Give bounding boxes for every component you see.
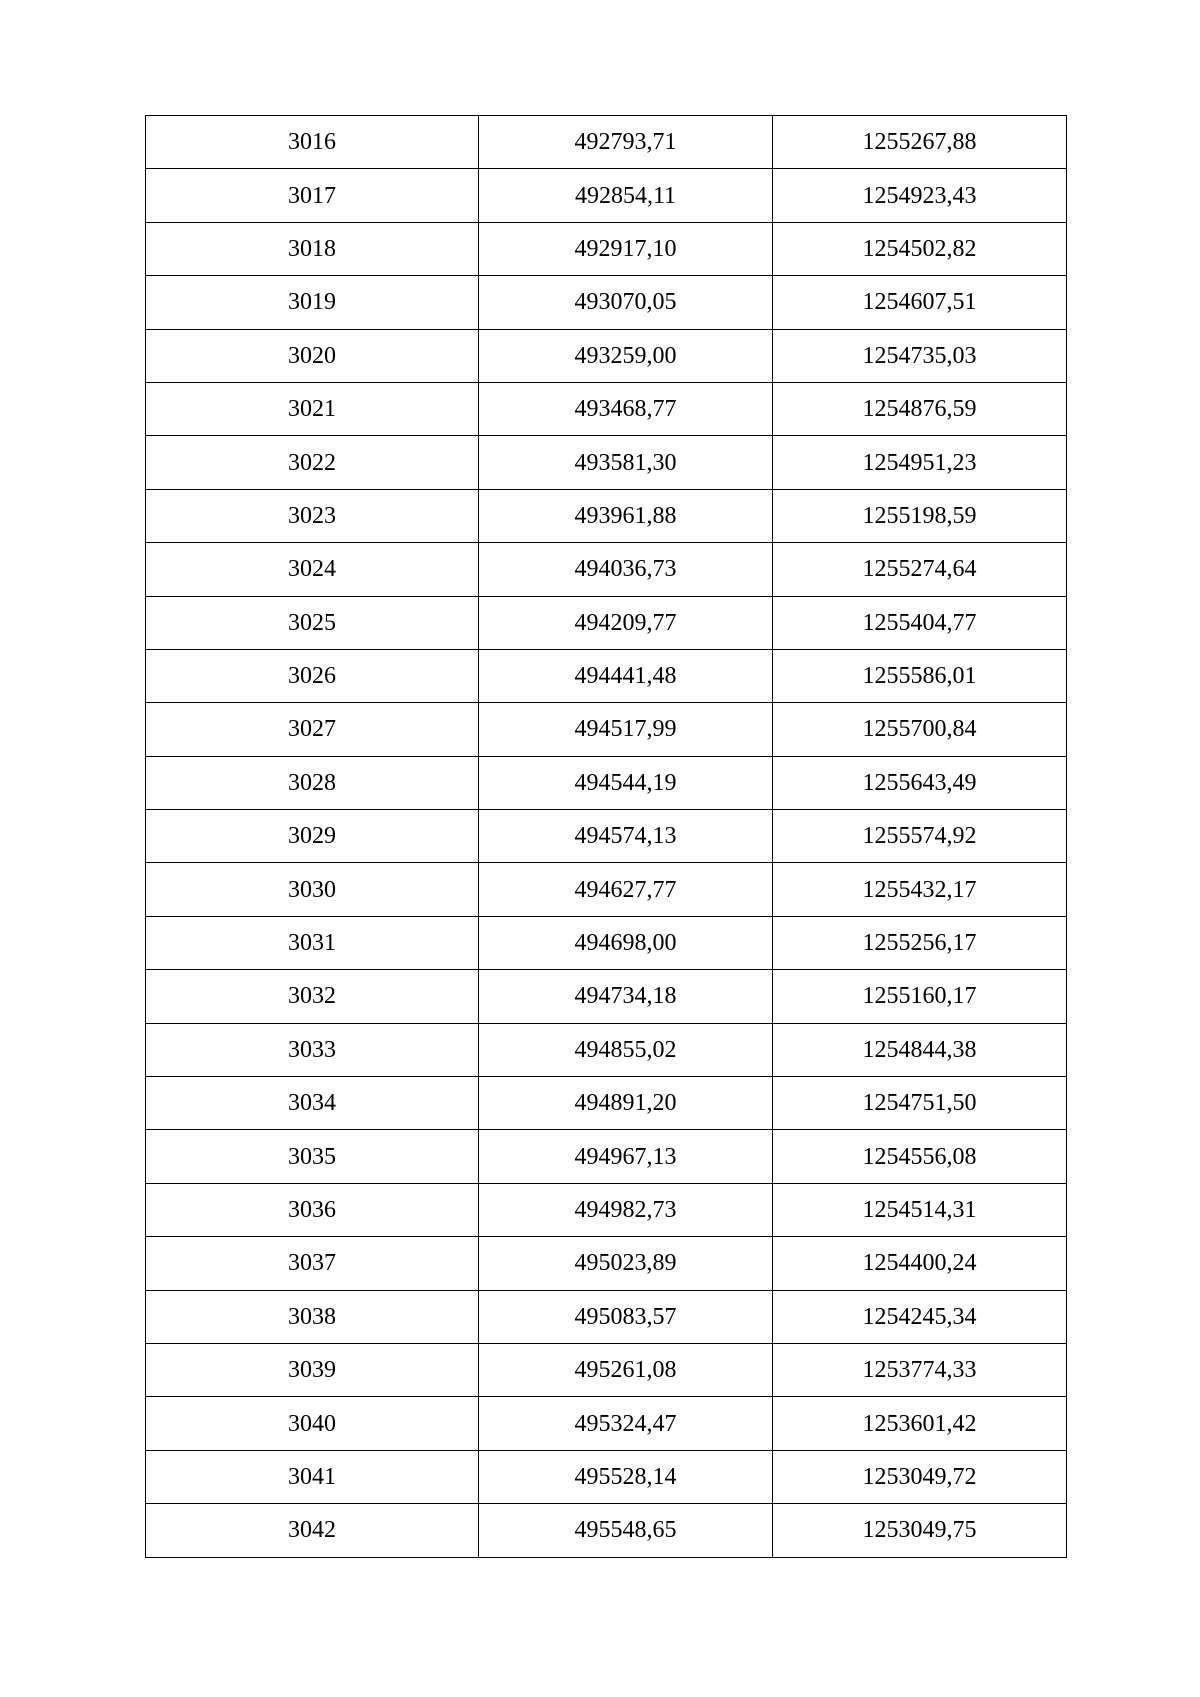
- x-coordinate-cell: 495261,08: [479, 1343, 773, 1396]
- table-row: [146, 1237, 1067, 1290]
- point-number-cell: 3028: [146, 756, 479, 809]
- x-coordinate-cell: 494627,77: [479, 863, 773, 916]
- point-number-cell: 3027: [146, 703, 479, 756]
- x-coordinate-cell: 495548,65: [479, 1504, 773, 1557]
- point-number-cell: 3040: [146, 1397, 479, 1450]
- x-coordinate-cell: 495324,47: [479, 1397, 773, 1450]
- x-coordinate-cell: 495023,89: [479, 1237, 773, 1290]
- point-number-cell: 3029: [146, 810, 479, 863]
- y-coordinate-cell: 1254556,08: [773, 1130, 1067, 1183]
- x-coordinate-cell: 493070,05: [479, 276, 773, 329]
- point-number-cell: 3035: [146, 1130, 479, 1183]
- table-row: [146, 543, 1067, 596]
- table-row: [146, 1077, 1067, 1130]
- x-coordinate-cell: 494967,13: [479, 1130, 773, 1183]
- point-number-cell: 3037: [146, 1237, 479, 1290]
- x-coordinate-cell: 494544,19: [479, 756, 773, 809]
- x-coordinate-cell: 492917,10: [479, 222, 773, 275]
- table-row: [146, 703, 1067, 756]
- point-number-cell: 3017: [146, 169, 479, 222]
- y-coordinate-cell: 1254245,34: [773, 1290, 1067, 1343]
- y-coordinate-cell: 1254876,59: [773, 382, 1067, 435]
- table-row: [146, 1183, 1067, 1236]
- point-number-cell: 3025: [146, 596, 479, 649]
- point-number-cell: 3038: [146, 1290, 479, 1343]
- table-row: [146, 970, 1067, 1023]
- point-number-cell: 3030: [146, 863, 479, 916]
- y-coordinate-cell: 1254844,38: [773, 1023, 1067, 1076]
- x-coordinate-cell: 493468,77: [479, 382, 773, 435]
- point-number-cell: 3020: [146, 329, 479, 382]
- point-number-cell: 3034: [146, 1077, 479, 1130]
- point-number-cell: 3022: [146, 436, 479, 489]
- y-coordinate-cell: 1254607,51: [773, 276, 1067, 329]
- point-number-cell: 3019: [146, 276, 479, 329]
- x-coordinate-cell: 492854,11: [479, 169, 773, 222]
- y-coordinate-cell: 1255586,01: [773, 649, 1067, 702]
- y-coordinate-cell: 1253601,42: [773, 1397, 1067, 1450]
- y-coordinate-cell: 1255643,49: [773, 756, 1067, 809]
- y-coordinate-cell: 1254400,24: [773, 1237, 1067, 1290]
- y-coordinate-cell: 1254951,23: [773, 436, 1067, 489]
- table-row: [146, 329, 1067, 382]
- table-row: [146, 1290, 1067, 1343]
- table-row: [146, 222, 1067, 275]
- y-coordinate-cell: 1255160,17: [773, 970, 1067, 1023]
- table-row: [146, 489, 1067, 542]
- table-row: [146, 1450, 1067, 1503]
- table-row: [146, 596, 1067, 649]
- point-number-cell: 3039: [146, 1343, 479, 1396]
- x-coordinate-cell: 494209,77: [479, 596, 773, 649]
- y-coordinate-cell: 1255267,88: [773, 116, 1067, 169]
- x-coordinate-cell: 493961,88: [479, 489, 773, 542]
- y-coordinate-cell: 1255432,17: [773, 863, 1067, 916]
- coordinates-table: [145, 115, 1067, 1558]
- y-coordinate-cell: 1255274,64: [773, 543, 1067, 596]
- point-number-cell: 3018: [146, 222, 479, 275]
- x-coordinate-cell: 494982,73: [479, 1183, 773, 1236]
- table-row: [146, 810, 1067, 863]
- y-coordinate-cell: 1255256,17: [773, 916, 1067, 969]
- y-coordinate-cell: 1255198,59: [773, 489, 1067, 542]
- table-row: [146, 1130, 1067, 1183]
- point-number-cell: 3023: [146, 489, 479, 542]
- y-coordinate-cell: 1255574,92: [773, 810, 1067, 863]
- table-row: [146, 916, 1067, 969]
- table-row: [146, 116, 1067, 169]
- x-coordinate-cell: 494734,18: [479, 970, 773, 1023]
- x-coordinate-cell: 494855,02: [479, 1023, 773, 1076]
- y-coordinate-cell: 1254514,31: [773, 1183, 1067, 1236]
- x-coordinate-cell: 493259,00: [479, 329, 773, 382]
- x-coordinate-cell: 493581,30: [479, 436, 773, 489]
- y-coordinate-cell: 1255700,84: [773, 703, 1067, 756]
- x-coordinate-cell: 494891,20: [479, 1077, 773, 1130]
- y-coordinate-cell: 1253774,33: [773, 1343, 1067, 1396]
- point-number-cell: 3026: [146, 649, 479, 702]
- point-number-cell: 3016: [146, 116, 479, 169]
- coordinates-table-body: [146, 116, 1067, 1558]
- table-row: [146, 863, 1067, 916]
- table-row: [146, 1343, 1067, 1396]
- table-row: [146, 649, 1067, 702]
- x-coordinate-cell: 495528,14: [479, 1450, 773, 1503]
- table-row: [146, 1397, 1067, 1450]
- point-number-cell: 3032: [146, 970, 479, 1023]
- y-coordinate-cell: 1254751,50: [773, 1077, 1067, 1130]
- x-coordinate-cell: 494574,13: [479, 810, 773, 863]
- y-coordinate-cell: 1254923,43: [773, 169, 1067, 222]
- x-coordinate-cell: 494517,99: [479, 703, 773, 756]
- x-coordinate-cell: 495083,57: [479, 1290, 773, 1343]
- table-row: [146, 276, 1067, 329]
- point-number-cell: 3042: [146, 1504, 479, 1557]
- point-number-cell: 3036: [146, 1183, 479, 1236]
- point-number-cell: 3024: [146, 543, 479, 596]
- x-coordinate-cell: 494036,73: [479, 543, 773, 596]
- y-coordinate-cell: 1255404,77: [773, 596, 1067, 649]
- table-row: [146, 436, 1067, 489]
- point-number-cell: 3033: [146, 1023, 479, 1076]
- y-coordinate-cell: 1254502,82: [773, 222, 1067, 275]
- y-coordinate-cell: 1253049,72: [773, 1450, 1067, 1503]
- point-number-cell: 3031: [146, 916, 479, 969]
- x-coordinate-cell: 492793,71: [479, 116, 773, 169]
- point-number-cell: 3041: [146, 1450, 479, 1503]
- x-coordinate-cell: 494441,48: [479, 649, 773, 702]
- table-row: [146, 1023, 1067, 1076]
- table-row: [146, 756, 1067, 809]
- table-row: [146, 169, 1067, 222]
- point-number-cell: 3021: [146, 382, 479, 435]
- table-row: [146, 1504, 1067, 1557]
- table-row: [146, 382, 1067, 435]
- x-coordinate-cell: 494698,00: [479, 916, 773, 969]
- y-coordinate-cell: 1254735,03: [773, 329, 1067, 382]
- y-coordinate-cell: 1253049,75: [773, 1504, 1067, 1557]
